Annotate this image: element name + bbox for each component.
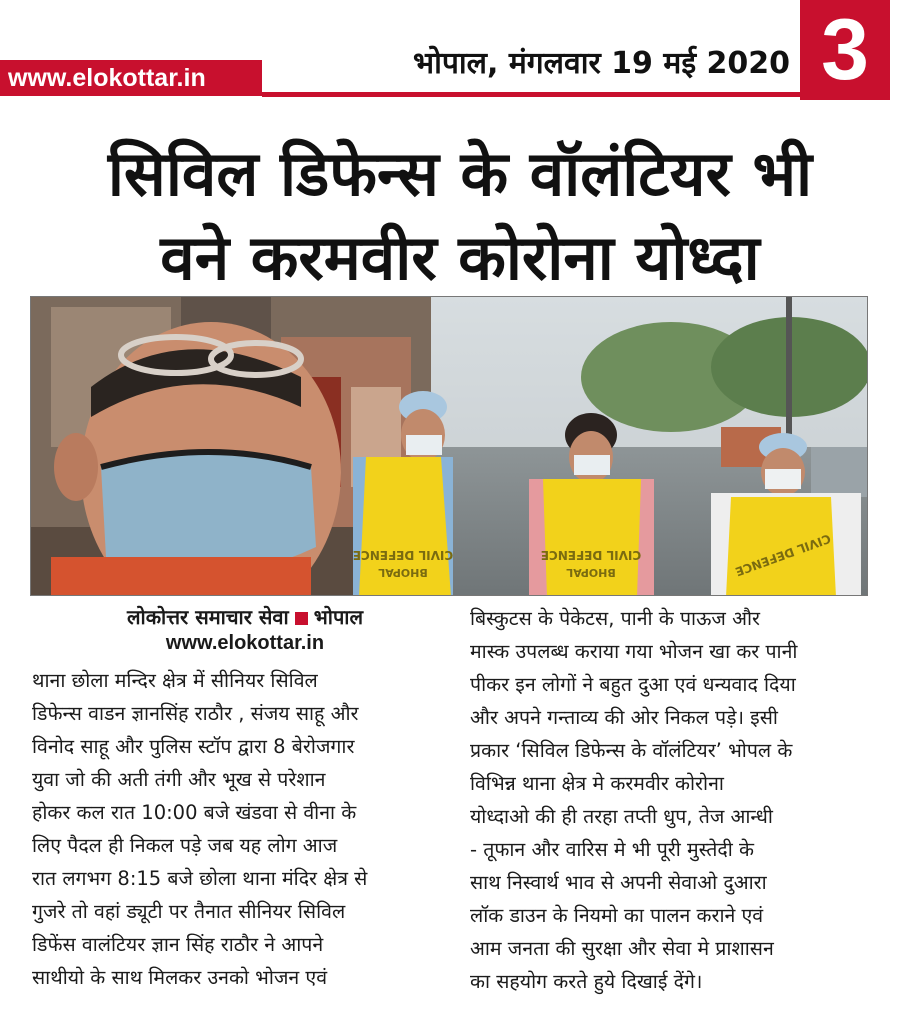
byline-agency: लोकोत्तर समाचार सेवा <box>126 605 289 629</box>
vest-text-1: CIVIL DEFENCE <box>352 548 454 562</box>
masthead <box>0 0 918 110</box>
article-line: डिफेन्स वाडन ज्ञानसिंह राठौर , संजय साहू और <box>32 702 359 725</box>
article-line: होकर कल रात 10:00 बजे खंडवा से वीना के <box>32 801 357 824</box>
article-line: विनोद साहू और पुलिस स्टॉप द्वारा 8 बेरोजगार <box>32 735 355 758</box>
article-column-right <box>470 602 870 998</box>
vest-text-3: CIVIL DEFENCE <box>540 548 642 562</box>
headline-line-1: सिविल डिफेन्स के वॉलंटियर भी <box>107 137 813 210</box>
byline-city: भोपाल <box>313 605 364 629</box>
article-line: - तूफान और वारिस मे भी पूरी मुस्तेदी के <box>470 838 754 861</box>
article-line: साथ निस्वार्थ भाव से अपनी सेवाओ दुआरा <box>470 871 767 894</box>
headline-line-2: वने करमवीर कोरोना योध्दा <box>160 221 760 294</box>
article-line: प्रकार ‘सिविल डिफेन्स के वॉलंटियर’ भोपल के <box>470 739 793 762</box>
article-line: आम जनता की सुरक्षा और सेवा मे प्राशासन <box>470 937 774 960</box>
article-line: रात लगभग 8:15 बजे छोला थाना मंदिर क्षेत्र से <box>32 867 368 890</box>
article-line: डिफेंस वालंटियर ज्ञान सिंह राठौर ने आपने <box>32 933 324 956</box>
red-square-icon <box>295 612 308 625</box>
article-line: गुजरे तो वहां ड्यूटी पर तैनात सीनियर सिविल <box>32 900 346 923</box>
article-line: और अपने गन्ताव्य की ओर निकल पड़े। इसी <box>470 706 778 729</box>
byline-site[interactable]: www.elokottar.in <box>165 632 325 654</box>
article-line: साथीयो के साथ मिलकर उनको भोजन एवं <box>32 966 328 989</box>
news-photo <box>30 296 868 596</box>
vest-text-5: CIVIL DEFENCE <box>733 531 833 579</box>
article-line: लिए पैदल ही निकल पड़े जब यह लोग आज <box>32 834 338 857</box>
article-line: लॉक डाउन के नियमो का पालन कराने एवं <box>470 904 764 927</box>
masthead-rule <box>262 92 802 97</box>
article-line: योध्दाओ की ही तरहा तप्ती धुप, तेज आन्धी <box>470 805 773 828</box>
byline <box>80 604 410 630</box>
article-line: थाना छोला मन्दिर क्षेत्र में सीनियर सिविल <box>32 669 318 692</box>
site-url-banner[interactable]: www.elokottar.in <box>0 60 262 96</box>
article-column-left <box>32 664 432 994</box>
article-line: मास्क उपलब्ध कराया गया भोजन खा कर पानी <box>470 640 798 663</box>
article-line: पीकर इन लोगों ने बहुत दुआ एवं धन्यवाद दिया <box>470 673 796 696</box>
article-line: बिस्कुटस के पेकेटस, पानी के पाऊज और <box>470 607 760 630</box>
page-number: 3 <box>800 0 890 100</box>
vest-text-2: BHOPAL <box>378 566 428 579</box>
article-line: युवा जो की अती तंगी और भूख से परेशान <box>32 768 326 791</box>
article-line: का सहयोग करते हुये दिखाई देंगे। <box>470 970 703 993</box>
vest-text-4: BHOPAL <box>566 566 616 579</box>
article-line: विभिन्न थाना क्षेत्र मे करमवीर कोरोना <box>470 772 724 795</box>
headline <box>20 132 900 300</box>
dateline: भोपाल, मंगलवार 19 मई 2020 <box>413 46 790 81</box>
